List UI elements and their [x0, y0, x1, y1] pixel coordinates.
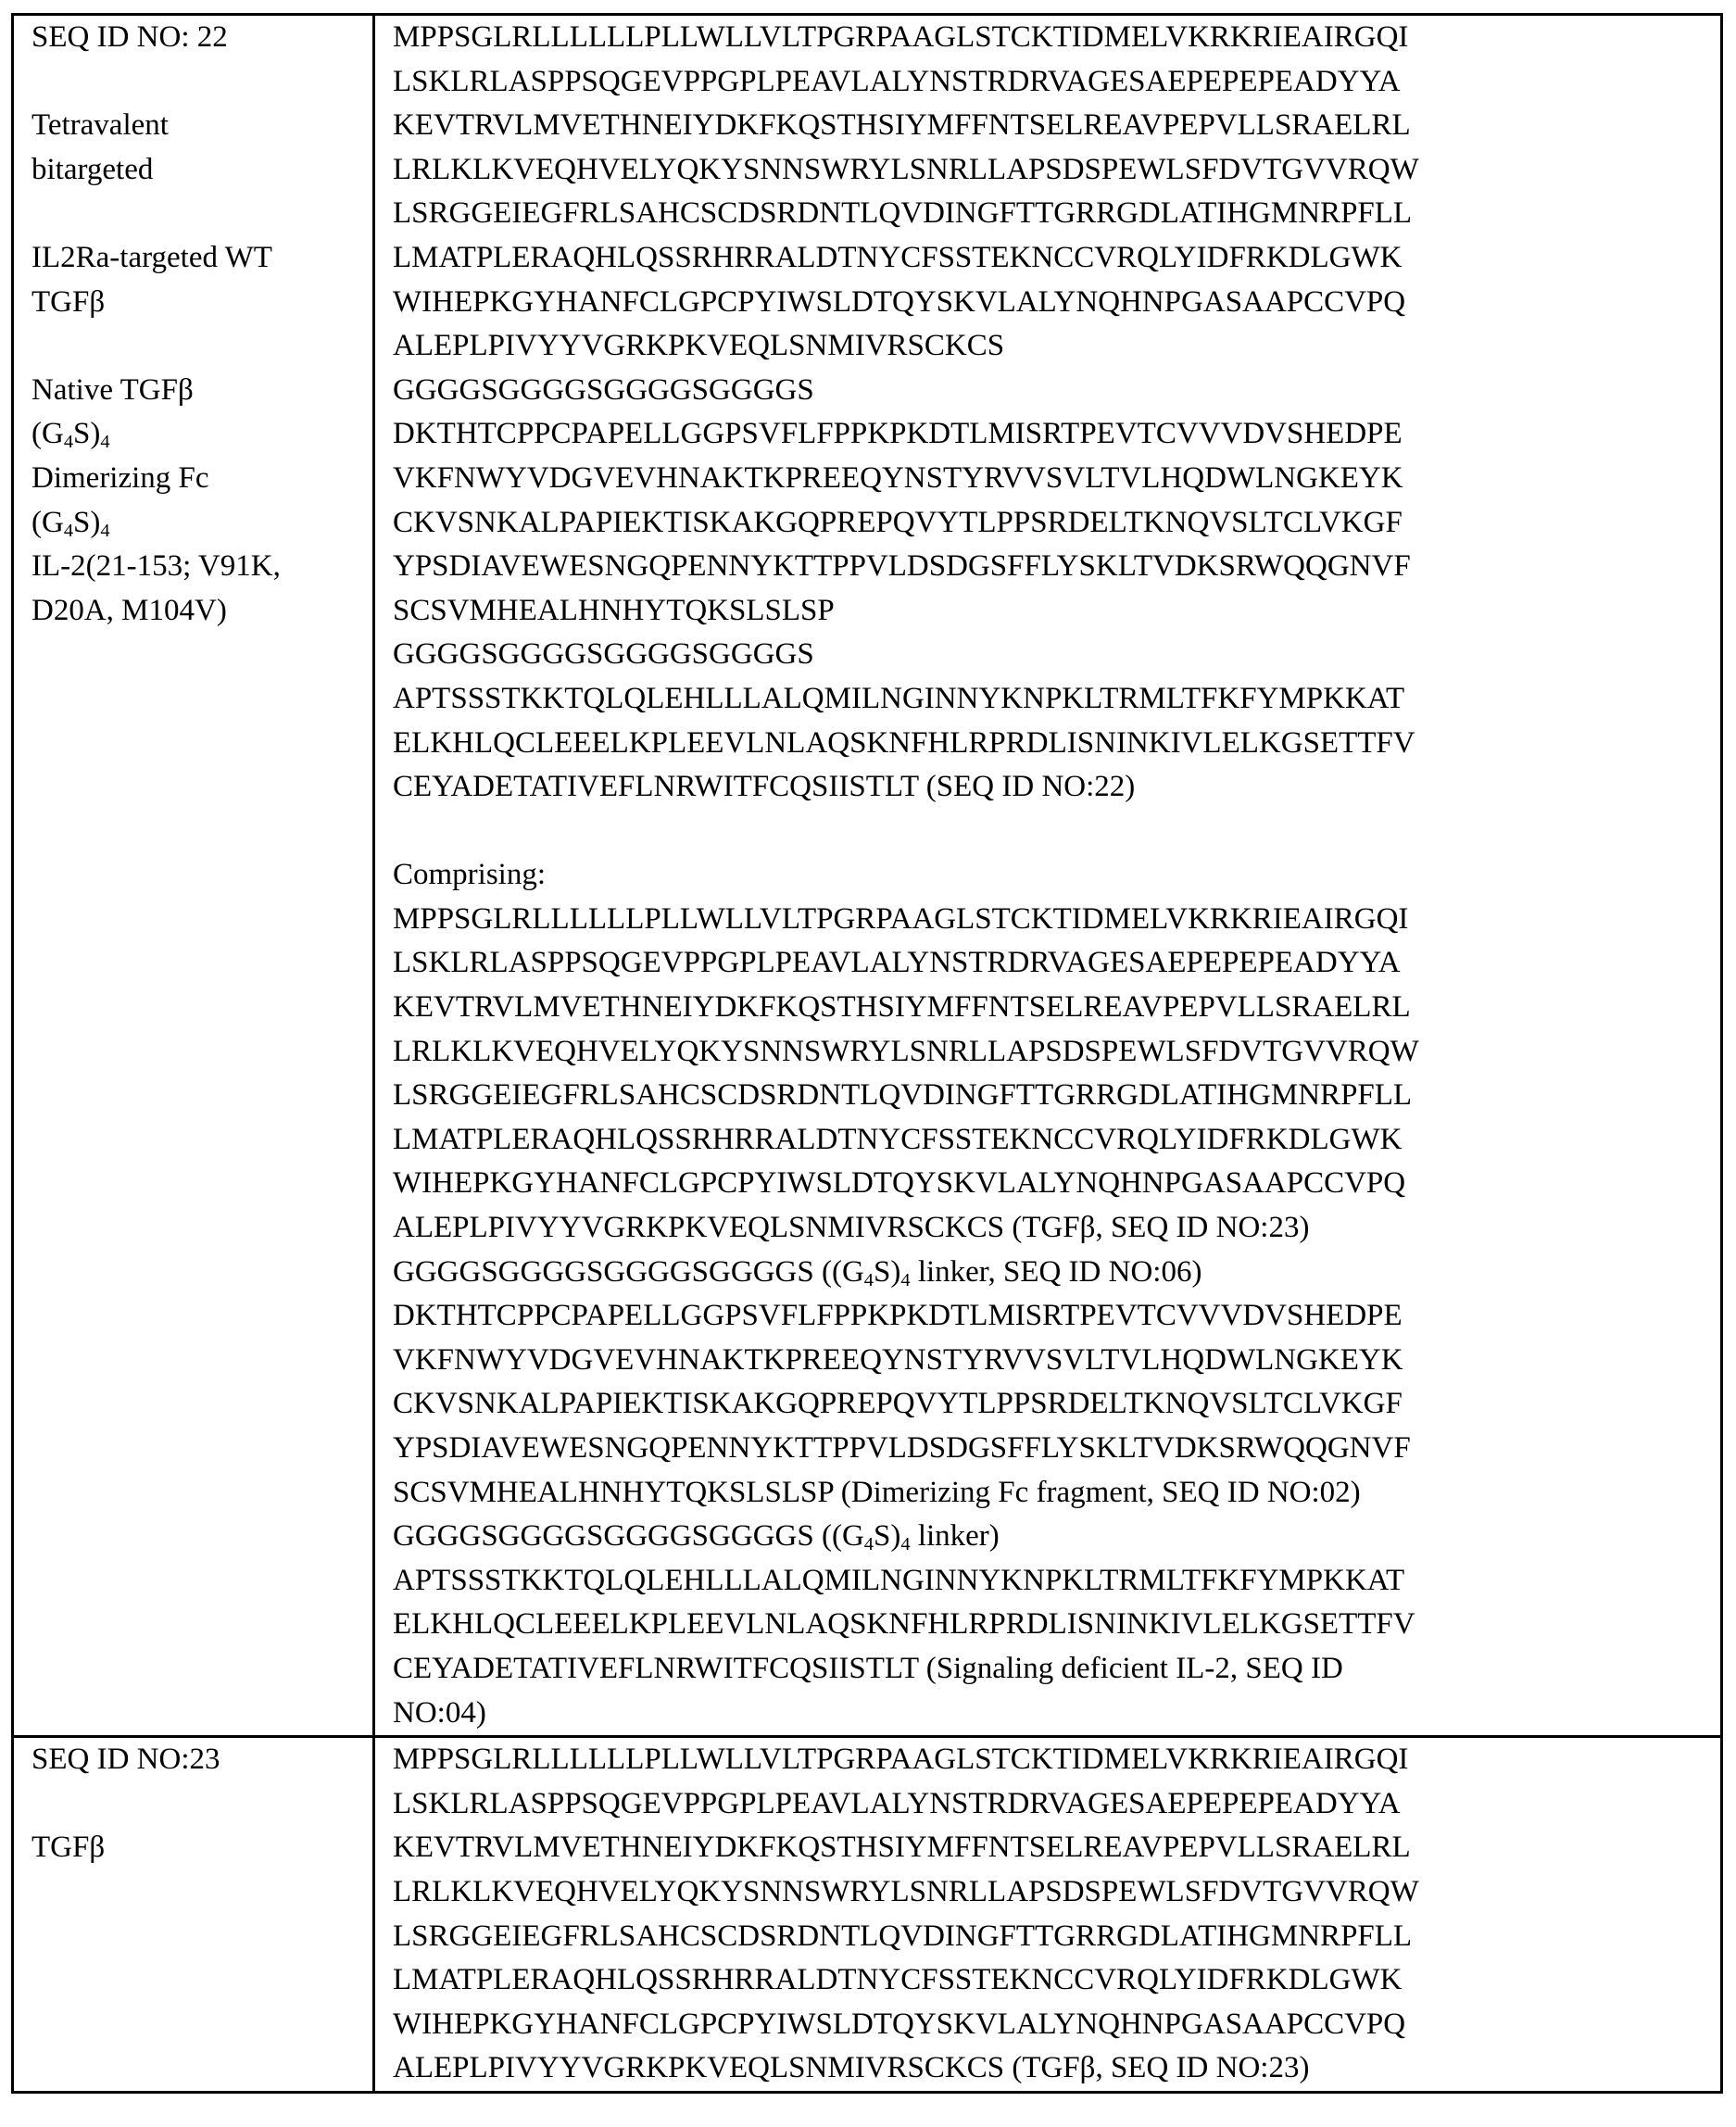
label-cell-seq-23 [13, 1737, 374, 2093]
sequence-line: ELKHLQCLEEELKPLEEVLNLAQSKNFHLRPRDLISNINKIVLELKGSETTFV [393, 725, 1415, 760]
table-row-seq-23 [13, 1737, 1722, 2093]
sequence-line: YPSDIAVEWESNGQPENNYKTTPPVLDSDGSFFLYSKLTVDKSRWQQGNVF [393, 549, 1411, 584]
seq-id-label: SEQ ID NO:23 [31, 1743, 220, 1777]
sequence-block [393, 1738, 1709, 2091]
sequence-line: LSKLRLASPPSQGEVPPGPLPEAVLALYNSTRDRVAGESAEPEPEPEADYYA [393, 64, 1401, 98]
construct-description: TGFβ [31, 284, 106, 319]
sequence-line: KEVTRVLMVETHNEIYDKFKQSTHSIYMFFNTSELREAVPEPVLLSRAELRL [393, 108, 1411, 143]
construct-description: TGFβ [31, 1831, 106, 1865]
sequence-line: WIHEPKGYHANFCLGPCPYIWSLDTQYSKVLALYNQHNPGASAAPCCVPQ [393, 284, 1406, 319]
sequence-line: LMATPLERAQHLQSSRHRRALDTNYCFSSTEKNCCVRQLYIDFRKDLGWK [393, 240, 1403, 274]
sequence-line: KEVTRVLMVETHNEIYDKFKQSTHSIYMFFNTSELREAVPEPVLLSRAELRL [393, 1831, 1411, 1865]
sequence-line: DKTHTCPPCPAPELLGGPSVFLFPPKPKDTLMISRTPEVTCVVVDVSHEDPE [393, 1299, 1403, 1333]
sequence-line: CKVSNKALPAPIEKTISKAKGQPREPQVYTLPPSRDELTKNQVSLTCLVKGF [393, 505, 1403, 539]
component-il2: IL-2(21-153; V91K, [31, 549, 281, 584]
sequence-line-linker [393, 1515, 1709, 1559]
sequence-line: VKFNWYVDGVEVHNAKTKPREEQYNSTYRVVSVLTVLHQDWLNGKEYK [393, 460, 1403, 495]
sequence-line: YPSDIAVEWESNGQPENNYKTTPPVLDSDGSFFLYSKLTVDKSRWQQGNVF [393, 1431, 1411, 1465]
construct-description: bitargeted [31, 152, 154, 186]
text: S) [73, 505, 101, 539]
subscript: 4 [63, 520, 74, 541]
subscript: 4 [100, 520, 110, 541]
sequence-line: APTSSSTKKTQLQLEHLLLALQMILNGINNYKNPKLTRMLTFKFYMPKKAT [393, 681, 1405, 715]
sequence-line: LMATPLERAQHLQSSRHRRALDTNYCFSSTEKNCCVRQLYIDFRKDLGWK [393, 1122, 1403, 1156]
subscript: 4 [100, 432, 110, 453]
construct-description: IL2Ra-targeted WT [31, 240, 272, 274]
text: linker) [910, 1519, 1000, 1554]
sequence-line: CKVSNKALPAPIEKTISKAKGQPREPQVYTLPPSRDELTKNQVSLTCLVKGF [393, 1387, 1403, 1421]
sequence-line: LSKLRLASPPSQGEVPPGPLPEAVLALYNSTRDRVAGESAEPEPEPEADYYA [393, 1786, 1401, 1820]
sequence-line: SCSVMHEALHNHYTQKSLSLSP [393, 593, 835, 627]
sequence-line: GGGGSGGGGSGGGGSGGGGS [393, 372, 814, 407]
seq-id-label: SEQ ID NO: 22 [31, 20, 228, 54]
sequence-line-linker [393, 1251, 1709, 1295]
sequence-table [11, 13, 1723, 2094]
sequence-line: LSKLRLASPPSQGEVPPGPLPEAVLALYNSTRDRVAGESAEPEPEPEADYYA [393, 946, 1401, 980]
sequence-line: WIHEPKGYHANFCLGPCPYIWSLDTQYSKVLALYNQHNPGASAAPCCVPQ [393, 2007, 1406, 2041]
text: S) [73, 417, 101, 451]
sequence-line: MPPSGLRLLLLLLPLLWLLVLTPGRPAAGLSTCKTIDMELVKRKRIEAIRGQI [393, 901, 1409, 936]
text: GGGGSGGGGSGGGGSGGGGS ((G [393, 1519, 864, 1554]
text: S) [874, 1519, 901, 1554]
sequence-line: KEVTRVLMVETHNEIYDKFKQSTHSIYMFFNTSELREAVPEPVLLSRAELRL [393, 990, 1411, 1025]
sequence-cell-seq-22 [374, 15, 1722, 1737]
sequence-line: CEYADETATIVEFLNRWITFCQSIISTLT (SEQ ID NO:22) [393, 770, 1136, 804]
component-g4s-linker [31, 412, 361, 457]
sequence-line: LMATPLERAQHLQSSRHRRALDTNYCFSSTEKNCCVRQLYIDFRKDLGWK [393, 1963, 1403, 1997]
sequence-line: LSRGGEIEGFRLSAHCSCDSRDNTLQVDINGFTTGRRGDLATIHGMNRPFLL [393, 196, 1413, 231]
sequence-line: LSRGGEIEGFRLSAHCSCDSRDNTLQVDINGFTTGRRGDLATIHGMNRPFLL [393, 1919, 1413, 1953]
comprising-label: Comprising: [393, 858, 547, 892]
sequence-line: ALEPLPIVYYVGRKPKVEQLSNMIVRSCKCS (TGFβ, SEQ ID NO:23) [393, 2051, 1310, 2085]
text: (G [31, 417, 64, 451]
sequence-line: DKTHTCPPCPAPELLGGPSVFLFPPKPKDTLMISRTPEVTCVVVDVSHEDPE [393, 417, 1403, 451]
sequence-line: ALEPLPIVYYVGRKPKVEQLSNMIVRSCKCS (TGFβ, SEQ ID NO:23) [393, 1211, 1310, 1245]
sequence-line: GGGGSGGGGSGGGGSGGGGS [393, 637, 814, 672]
sequence-line: MPPSGLRLLLLLLPLLWLLVLTPGRPAAGLSTCKTIDMELVKRKRIEAIRGQI [393, 20, 1409, 54]
sequence-line: ELKHLQCLEEELKPLEEVLNLAQSKNFHLRPRDLISNINKIVLELKGSETTFV [393, 1607, 1415, 1642]
subscript: 4 [863, 1269, 874, 1290]
label-cell-seq-22 [13, 15, 374, 1737]
text: linker, SEQ ID NO:06) [910, 1254, 1202, 1289]
sequence-line: CEYADETATIVEFLNRWITFCQSIISTLT (Signaling deficient IL-2, SEQ ID [393, 1651, 1343, 1685]
subscript: 4 [863, 1534, 874, 1555]
text: GGGGSGGGGSGGGGSGGGGS ((G [393, 1254, 864, 1289]
sequence-line: LRLKLKVEQHVELYQKYSNNSWRYLSNRLLAPSDSPEWLSFDVTGVVRQW [393, 1034, 1419, 1068]
component-native-tgfb: Native TGFβ [31, 372, 194, 407]
sequence-cell-seq-23 [374, 1737, 1722, 2093]
sequence-line: LSRGGEIEGFRLSAHCSCDSRDNTLQVDINGFTTGRRGDLATIHGMNRPFLL [393, 1078, 1413, 1113]
sequence-line: LRLKLKVEQHVELYQKYSNNSWRYLSNRLLAPSDSPEWLSFDVTGVVRQW [393, 1874, 1419, 1908]
sequence-line: WIHEPKGYHANFCLGPCPYIWSLDTQYSKVLALYNQHNPGASAAPCCVPQ [393, 1166, 1406, 1201]
sequence-line: NO:04) [393, 1695, 486, 1730]
text: S) [874, 1254, 901, 1289]
subscript: 4 [63, 432, 74, 453]
sequence-block [393, 16, 1709, 810]
sequence-line: VKFNWYVDGVEVHNAKTKPREEQYNSTYRVVSVLTVLHQDWLNGKEYK [393, 1342, 1403, 1377]
component-dimerizing-fc: Dimerizing Fc [31, 460, 209, 495]
component-g4s-linker [31, 501, 361, 546]
sequence-line: ALEPLPIVYYVGRKPKVEQLSNMIVRSCKCS [393, 329, 1005, 363]
sequence-line: SCSVMHEALHNHYTQKSLSLSP (Dimerizing Fc fragment, SEQ ID NO:02) [393, 1475, 1361, 1509]
subscript: 4 [900, 1269, 911, 1290]
table-row-seq-22 [13, 15, 1722, 1737]
construct-description: Tetravalent [31, 108, 169, 143]
text: (G [31, 505, 64, 539]
sequence-line: LRLKLKVEQHVELYQKYSNNSWRYLSNRLLAPSDSPEWLSFDVTGVVRQW [393, 152, 1419, 186]
sequence-line: APTSSSTKKTQLQLEHLLLALQMILNGINNYKNPKLTRMLTFKFYMPKKAT [393, 1563, 1405, 1597]
component-il2: D20A, M104V) [31, 593, 227, 627]
sequence-line: MPPSGLRLLLLLLPLLWLLVLTPGRPAAGLSTCKTIDMELVKRKRIEAIRGQI [393, 1743, 1409, 1777]
subscript: 4 [900, 1534, 911, 1555]
